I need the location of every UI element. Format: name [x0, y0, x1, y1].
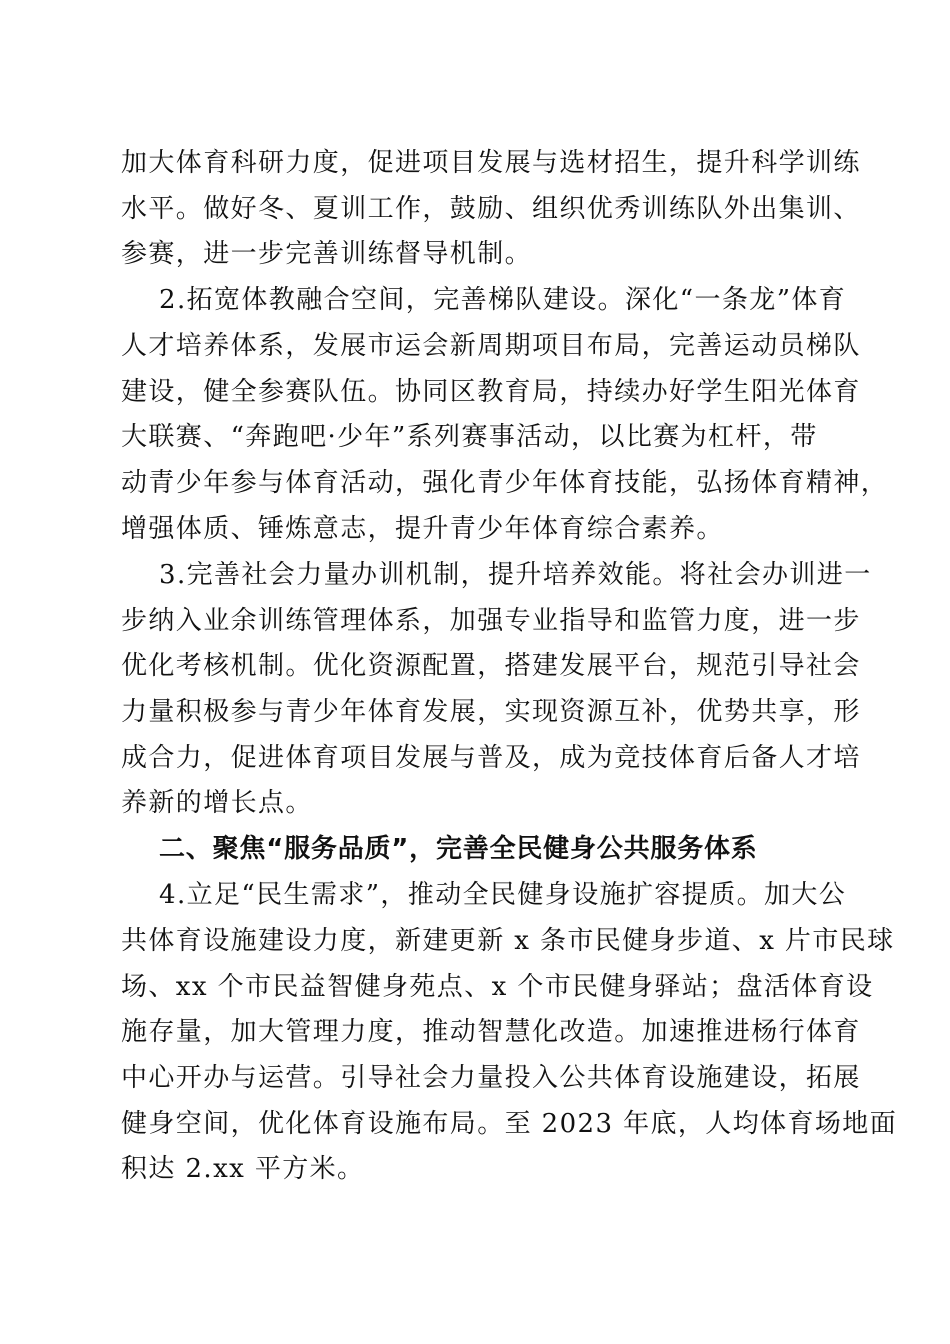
paragraph-2-line-1: 2.拓宽体教融合空间，完善梯队建设。深化“一条龙”体育: [159, 285, 847, 315]
paragraph-3-line-4: 力量积极参与青少年体育发展，实现资源互补，优势共享，形: [121, 697, 861, 727]
paragraph-3-line-3: 优化考核机制。优化资源配置，搭建发展平台，规范引导社会: [121, 651, 861, 681]
paragraph-4-line-4: 施存量，加大管理力度，推动智慧化改造。加速推进杨行体育: [121, 1017, 861, 1047]
paragraph-2-line-3: 建设，健全参赛队伍。协同区教育局，持续办好学生阳光体育: [121, 377, 861, 407]
paragraph-4-line-7: 积达 2.xx 平方米。: [121, 1154, 365, 1184]
paragraph-4-line-6: 健身空间，优化体育设施布局。至 2023 年底，人均体育场地面: [121, 1109, 898, 1139]
paragraph-1-line-1: 加大体育科研力度，促进项目发展与选材招生，提升科学训练: [121, 148, 861, 178]
paragraph-2-line-4: 大联赛、“奔跑吧·少年”系列赛事活动，以比赛为杠杆，带: [121, 422, 818, 452]
paragraph-3-line-5: 成合力，促进体育项目发展与普及，成为竞技体育后备人才培: [121, 743, 861, 773]
section-heading: 二、聚焦“服务品质”，完善全民健身公共服务体系: [159, 834, 758, 864]
paragraph-3-line-6: 养新的增长点。: [121, 788, 313, 818]
paragraph-2-line-6: 增强体质、锤炼意志，提升青少年体育综合素养。: [121, 514, 724, 544]
paragraph-4-line-5: 中心开办与运营。引导社会力量投入公共体育设施建设，拓展: [121, 1063, 861, 1093]
paragraph-4-line-2: 共体育设施建设力度，新建更新 x 条市民健身步道、x 片市民球: [121, 926, 895, 956]
paragraph-1-line-2: 水平。做好冬、夏训工作，鼓励、组织优秀训练队外出集训、: [121, 194, 861, 224]
paragraph-4-line-3: 场、xx 个市民益智健身苑点、x 个市民健身驿站；盘活体育设: [121, 972, 874, 1002]
paragraph-2-line-2: 人才培养体系，发展市运会新周期项目布局，完善运动员梯队: [121, 331, 861, 361]
paragraph-4-line-1: 4.立足“民生需求”，推动全民健身设施扩容提质。加大公: [159, 880, 847, 910]
paragraph-3-line-1: 3.完善社会力量办训机制，提升培养效能。将社会办训进一: [159, 560, 872, 590]
paragraph-3-line-2: 步纳入业余训练管理体系，加强专业指导和监管力度，进一步: [121, 606, 861, 636]
paragraph-2-line-5: 动青少年参与体育活动，强化青少年体育技能，弘扬体育精神，: [121, 468, 889, 498]
paragraph-1-line-3: 参赛，进一步完善训练督导机制。: [121, 239, 533, 269]
